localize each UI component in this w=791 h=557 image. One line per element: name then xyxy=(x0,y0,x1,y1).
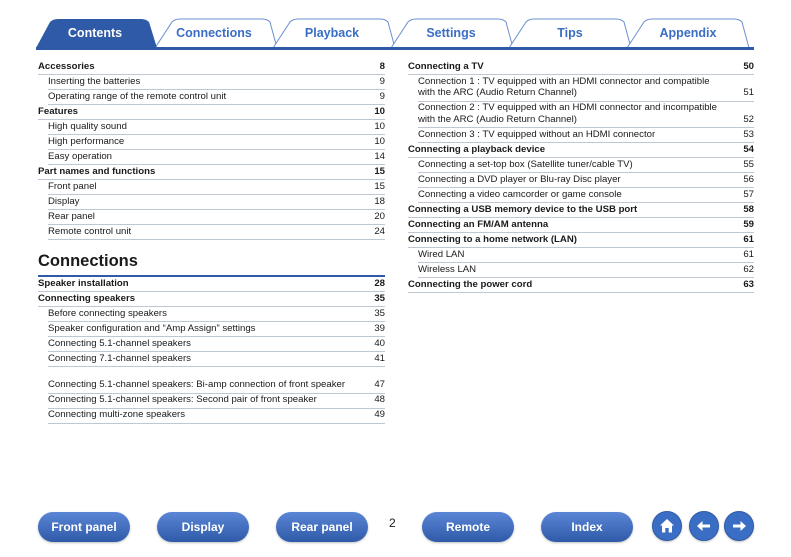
index-button[interactable]: Index xyxy=(541,512,633,542)
toc-entry[interactable]: Speaker configuration and “Amp Assign” settings 39 xyxy=(48,322,385,337)
toc-entry[interactable]: Operating range of the remote control unit 9 xyxy=(48,90,385,105)
toc-entry[interactable]: Connecting a set-top box (Satellite tuner/cable TV) 55 xyxy=(418,158,754,173)
front-panel-button[interactable]: Front panel xyxy=(38,512,130,542)
toc-entry[interactable]: High performance 10 xyxy=(48,135,385,150)
toc-entry-heading[interactable]: Connecting a USB memory device to the USB port 58 xyxy=(408,203,754,218)
toc-entry[interactable]: Wireless LAN 62 xyxy=(418,263,754,278)
tab-settings[interactable]: Settings xyxy=(426,26,476,40)
toc-entry-heading[interactable]: Connecting speakers 35 xyxy=(38,292,385,307)
toc-entry[interactable]: Rear panel 20 xyxy=(48,210,385,225)
toc-entry-heading[interactable]: Speaker installation 28 xyxy=(38,277,385,292)
toc-entry[interactable]: Connecting a DVD player or Blu-ray Disc player 56 xyxy=(418,173,754,188)
arrow-right-icon xyxy=(730,517,748,535)
toc-entry[interactable]: Connecting 5.1-channel speakers 40 xyxy=(48,337,385,352)
toc-entry[interactable]: Connection 2 : TV equipped with an HDMI connector and incompatible with the ARC (Audio Return Channel) 52 xyxy=(418,102,754,129)
home-icon xyxy=(658,517,676,535)
toc-entry-heading[interactable]: Connecting an FM/AM antenna 59 xyxy=(408,218,754,233)
toc-entry-heading[interactable]: Features 10 xyxy=(38,105,385,120)
tab-bar xyxy=(0,0,791,52)
section-title-connections: Connections xyxy=(38,240,385,277)
page-number: 2 xyxy=(389,516,396,530)
toc-entry[interactable]: Connection 3 : TV equipped without an HDMI connector 53 xyxy=(418,128,754,143)
toc-entry-heading[interactable]: Connecting the power cord 63 xyxy=(408,278,754,293)
tab-appendix[interactable]: Appendix xyxy=(659,26,717,40)
forward-button[interactable] xyxy=(724,511,754,541)
home-button[interactable] xyxy=(652,511,682,541)
toc-entry[interactable]: Inserting the batteries 9 xyxy=(48,75,385,90)
toc-entry-heading[interactable]: Accessories 8 xyxy=(38,60,385,75)
toc-entry[interactable]: Connecting 7.1-channel speakers 41 xyxy=(48,352,385,367)
toc-entry-heading[interactable]: Part names and functions 15 xyxy=(38,165,385,180)
toc-entry[interactable]: Connecting a video camcorder or game console 57 xyxy=(418,188,754,203)
toc-entry[interactable]: Connection 1 : TV equipped with an HDMI connector and compatible with the ARC (Audio Return Channel) 51 xyxy=(418,75,754,102)
toc-left-column xyxy=(38,60,385,424)
toc-entry[interactable]: High quality sound 10 xyxy=(48,120,385,135)
toc-entry[interactable]: Easy operation 14 xyxy=(48,150,385,165)
remote-button[interactable]: Remote xyxy=(422,512,514,542)
tab-tips[interactable]: Tips xyxy=(557,26,583,40)
toc-entry[interactable]: Remote control unit 24 xyxy=(48,225,385,240)
rear-panel-button[interactable]: Rear panel xyxy=(276,512,368,542)
toc-entry-heading[interactable]: Connecting a TV 50 xyxy=(408,60,754,75)
toc-right-column xyxy=(408,60,754,293)
toc-entry[interactable]: Before connecting speakers 35 xyxy=(48,307,385,322)
toc-entry-heading[interactable]: Connecting a playback device 54 xyxy=(408,143,754,158)
toc-entry[interactable]: Connecting multi-zone speakers 49 xyxy=(48,409,385,424)
toc-entry[interactable]: Connecting 5.1-channel speakers: Bi-amp connection of front speaker 47 xyxy=(48,367,385,394)
toc-entry[interactable]: Wired LAN 61 xyxy=(418,248,754,263)
back-button[interactable] xyxy=(689,511,719,541)
arrow-left-icon xyxy=(695,517,713,535)
toc-entry[interactable]: Connecting 5.1-channel speakers: Second pair of front speaker 48 xyxy=(48,394,385,409)
tab-playback[interactable]: Playback xyxy=(304,26,360,40)
toc-entry[interactable]: Front panel 15 xyxy=(48,180,385,195)
display-button[interactable]: Display xyxy=(157,512,249,542)
toc-entry-heading[interactable]: Connecting to a home network (LAN) 61 xyxy=(408,233,754,248)
toc-entry[interactable]: Display 18 xyxy=(48,195,385,210)
tab-contents[interactable]: Contents xyxy=(67,26,123,40)
tab-connections[interactable]: Connections xyxy=(176,26,252,40)
